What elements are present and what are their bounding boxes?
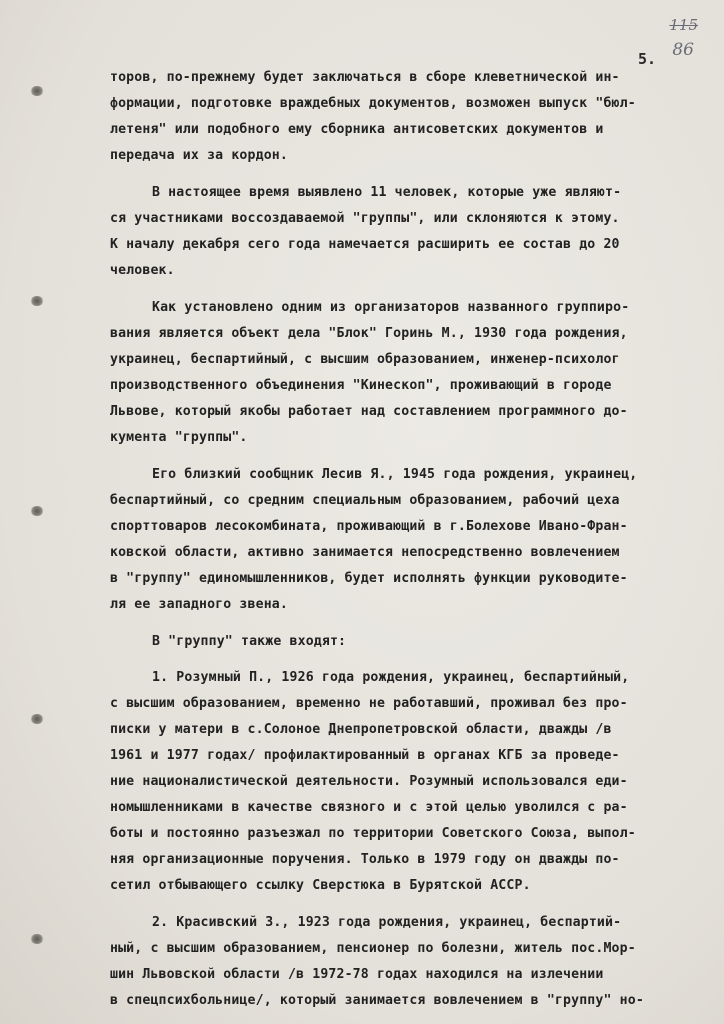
text-line: К началу декабря сего года намечается расширить ее состав до 20 <box>110 237 620 252</box>
text-line: беспартийный, со средним специальным образованием, рабочий цеха <box>110 493 620 508</box>
text-line: 2. Красивский З., 1923 года рождения, украинец, беспартий- <box>152 915 622 930</box>
archive-number-struck: 115 <box>669 16 698 34</box>
text-line: в спецпсихбольнице/, который занимается вовлечением в "группу" но- <box>110 993 644 1008</box>
text-line: летеня" или подобного ему сборника антисоветских документов и <box>110 122 604 137</box>
text-line: шин Львовской области /в 1972-78 годах находился на излечении <box>110 967 604 982</box>
text-line: боты и постоянно разъезжал по территории Советского Союза, выпол- <box>110 826 636 841</box>
text-line: ние националистической деятельности. Розумный использовался еди- <box>110 774 628 789</box>
text-line: передача их за кордон. <box>110 148 288 163</box>
text-line: ся участниками воссоздаваемой "группы", или склоняются к этому. <box>110 211 620 226</box>
text-line: 1. Розумный П., 1926 года рождения, украинец, беспартийный, <box>152 670 630 685</box>
text-line: торов, по-прежнему будет заключаться в сборе клеветнической ин- <box>110 70 620 85</box>
text-line: Львове, который якобы работает над составлением программного до- <box>110 404 628 419</box>
text-line: в "группу" единомышленников, будет исполнять функции руководите- <box>110 571 628 586</box>
text-line: спорттоваров лесокомбината, проживающий в г.Болехове Ивано-Фран- <box>110 519 628 534</box>
text-line: 1961 и 1977 годах/ профилактированный в органах КГБ за проведе- <box>110 748 620 763</box>
text-line: производственного объединения "Кинескоп", проживающий в городе <box>110 378 612 393</box>
text-line: писки у матери в с.Солоное Днепропетровской области, дважды /в <box>110 722 612 737</box>
text-line: с высшим образованием, временно не работавший, проживал без про- <box>110 696 628 711</box>
text-line: ля ее западного звена. <box>110 597 288 612</box>
text-line: украинец, беспартийный, с высшим образованием, инженер-психолог <box>110 352 620 367</box>
punch-hole <box>30 86 44 96</box>
text-line: няя организационные поручения. Только в 1979 году он дважды по- <box>110 852 620 867</box>
text-line: вания является объект дела "Блок" Горинь М., 1930 года рождения, <box>110 326 628 341</box>
text-line: ный, с высшим образованием, пенсионер по болезни, житель пос.Мор- <box>110 941 636 956</box>
archive-number: 86 <box>672 40 694 60</box>
text-line: Его близкий сообщник Лесив Я., 1945 года рождения, украинец, <box>152 467 638 482</box>
punch-hole <box>30 714 44 724</box>
punch-hole <box>30 296 44 306</box>
text-line: сетил отбывающего ссылку Сверстюка в Бурятской АССР. <box>110 878 531 893</box>
text-line: кумента "группы". <box>110 430 248 445</box>
text-line: В настоящее время выявлено 11 человек, которые уже являют- <box>152 185 622 200</box>
text-line: В "группу" также входят: <box>152 634 347 649</box>
text-line: номышленниками в качестве связного и с этой целью уволился с ра- <box>110 800 628 815</box>
text-line: Как установлено одним из организаторов названного группиро- <box>152 300 630 315</box>
text-line: ковской области, активно занимается непосредственно вовлечением <box>110 545 620 560</box>
text-line: человек. <box>110 263 175 278</box>
page-number: 5. <box>638 50 657 68</box>
archive-folio-mark <box>650 16 698 64</box>
punch-hole <box>30 934 44 944</box>
punch-hole <box>30 506 44 516</box>
text-line: формации, подготовке враждебных документов, возможен выпуск "бюл- <box>110 96 636 111</box>
